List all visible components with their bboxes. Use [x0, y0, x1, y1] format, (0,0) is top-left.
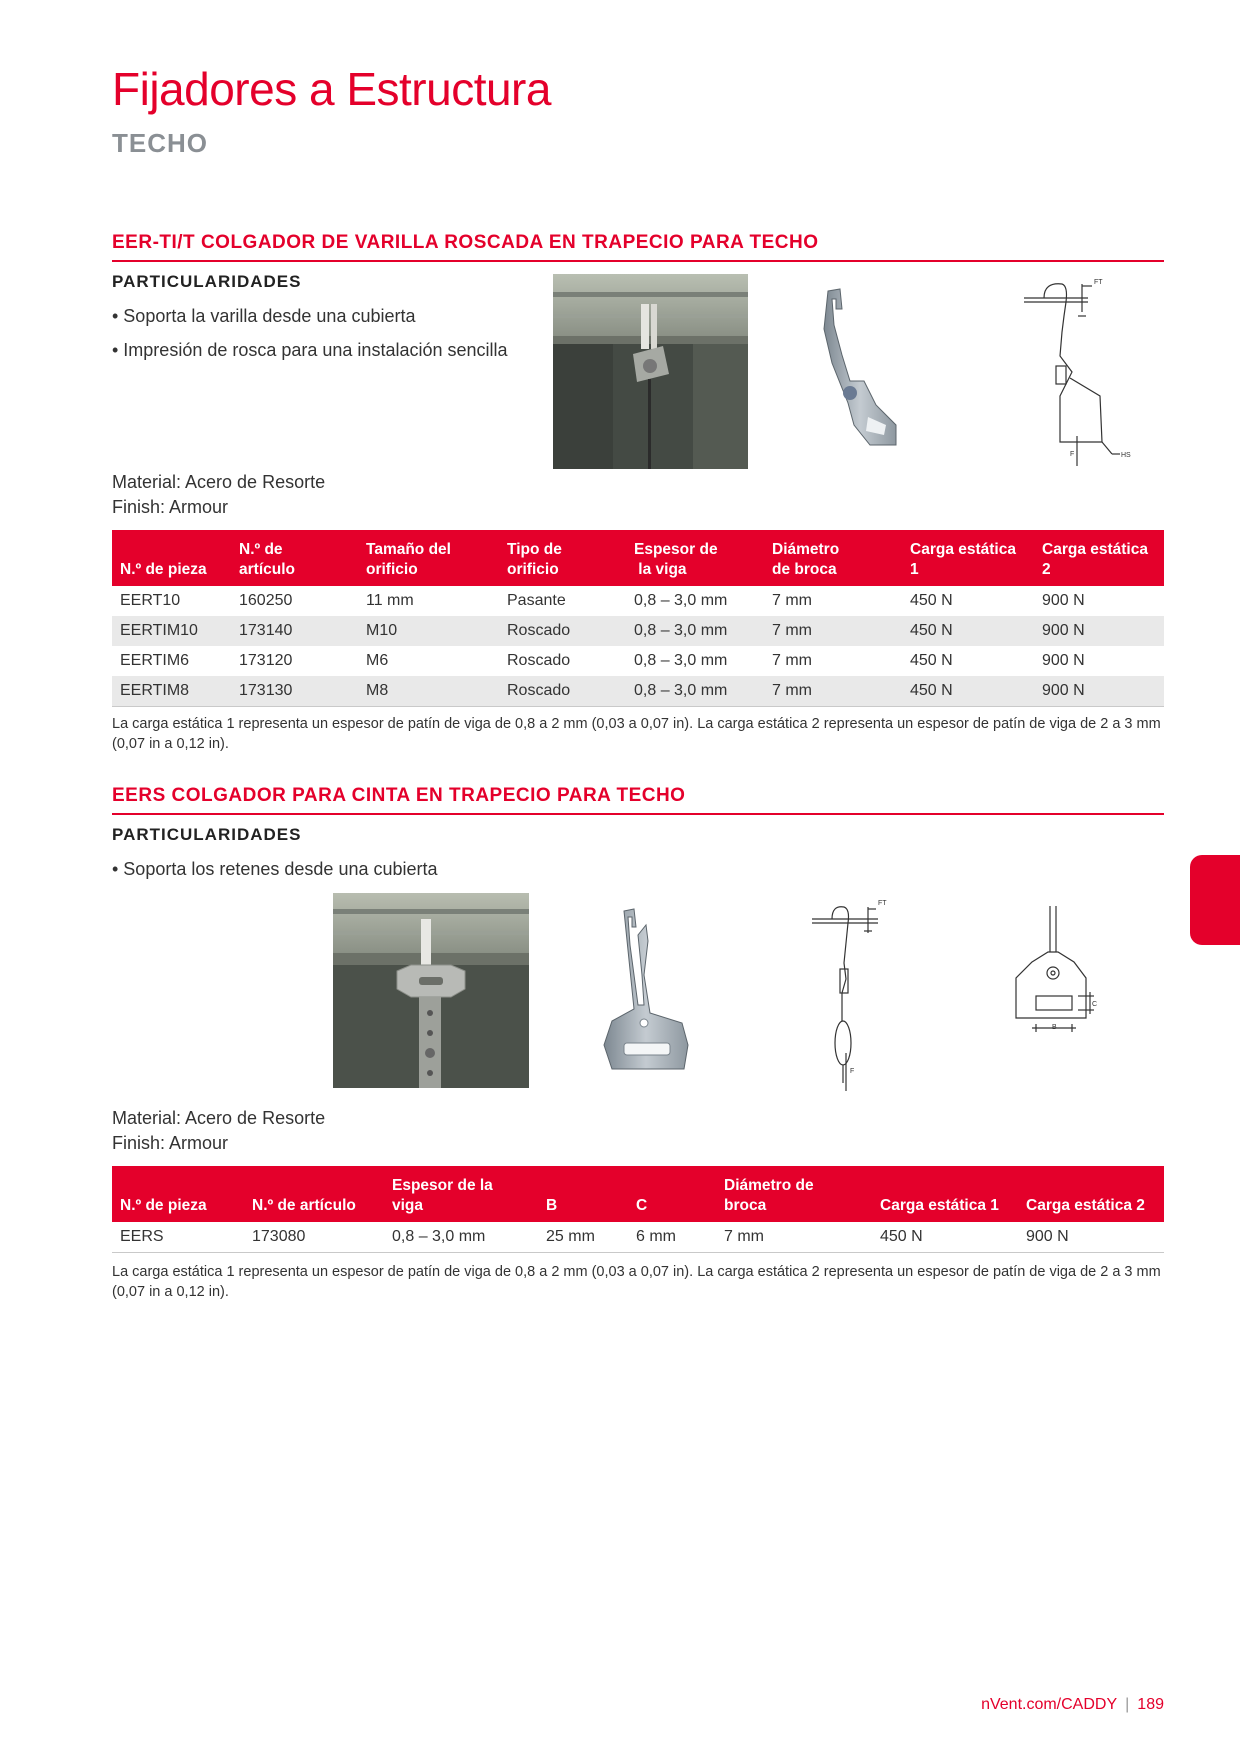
- label-ft: FT: [878, 900, 887, 907]
- col-header: Tamaño del orificio: [358, 530, 499, 586]
- table-header-row: [112, 1166, 1164, 1222]
- cell: EERTIM6: [120, 652, 190, 669]
- product-eer-image: [810, 285, 910, 455]
- cell: 6 mm: [628, 1222, 716, 1253]
- load-note: La carga estática 1 representa un espesor de patín de viga de 0,8 a 2 mm (0,03 a 0,07 in). La carga estática 2 representa un espesor de patín de viga de 2 a 3 mm (0,07 in a 0,12 in).: [112, 716, 1161, 752]
- col-header: Carga estática 1: [902, 530, 1034, 586]
- cell: Roscado: [499, 676, 626, 707]
- cell: 173130: [231, 676, 358, 707]
- table-row: [112, 676, 1164, 707]
- cell: 160250: [239, 592, 293, 609]
- col-header: Diámetro de broca: [764, 530, 902, 586]
- cell: EERS: [112, 1222, 244, 1253]
- label-b: B: [1052, 1024, 1057, 1031]
- material-text: Material: Acero de Resorte: [112, 472, 326, 492]
- cell: 450 N: [872, 1222, 1018, 1253]
- cell: 173140: [231, 616, 358, 646]
- cell: EERTIM10: [112, 616, 231, 646]
- col-header: B: [538, 1166, 628, 1222]
- section-title-eer: EER-TI/T COLGADOR DE VARILLA ROSCADA EN TRAPECIO PARA TECHO: [112, 232, 1164, 262]
- label-ft: FT: [1094, 279, 1103, 286]
- cell: 173080: [244, 1222, 384, 1253]
- table-row: [112, 616, 1164, 646]
- cell: Roscado: [499, 616, 626, 646]
- col-header: N.º de artículo: [231, 530, 358, 586]
- cell: EERTIM8: [112, 676, 231, 707]
- table-row: [112, 1222, 1164, 1253]
- features-heading: PARTICULARIDADES: [112, 272, 302, 291]
- cell: M6: [366, 652, 389, 669]
- label-hs: HS: [1121, 452, 1131, 459]
- col-header: Carga estática 2: [1018, 1166, 1164, 1222]
- cell: 7 mm: [772, 652, 812, 669]
- cell: 450 N: [910, 652, 953, 669]
- cell: 900 N: [1034, 676, 1164, 707]
- cell: 0,8 – 3,0 mm: [626, 676, 764, 707]
- cell: 450 N: [902, 676, 1034, 707]
- material-text: Material: Acero de Resorte: [112, 1108, 326, 1128]
- table-row: [112, 646, 1164, 676]
- col-header: Espesor de la viga: [626, 530, 764, 586]
- page-title: Fijadores a Estructura: [112, 63, 551, 115]
- spec-table-eers: [112, 1166, 1164, 1253]
- table-header-row: [112, 530, 1164, 586]
- page-number: 189: [1137, 1696, 1164, 1713]
- footer-site-link[interactable]: nVent.com/CADDY: [981, 1696, 1118, 1713]
- col-header: Diámetro de broca: [716, 1166, 872, 1222]
- cell: 0,8 – 3,0 mm: [384, 1222, 538, 1253]
- col-header: N.º de pieza: [112, 530, 231, 586]
- chapter-tab: [1190, 855, 1240, 945]
- cell: 450 N: [902, 616, 1034, 646]
- cell: 900 N: [1034, 616, 1164, 646]
- finish-text: Finish: Armour: [112, 497, 229, 517]
- col-header: Carga estática 1: [872, 1166, 1018, 1222]
- cell: 900 N: [1018, 1222, 1164, 1253]
- technical-drawing-eers-front: [1010, 906, 1130, 1036]
- cell: M8: [358, 676, 499, 707]
- cell: 7 mm: [716, 1222, 872, 1253]
- cell: Roscado: [507, 652, 571, 669]
- technical-drawing-eers-side: [808, 893, 918, 1093]
- footer: [981, 1696, 1164, 1714]
- technical-drawing-eer: [1020, 276, 1150, 466]
- col-header: C: [628, 1166, 716, 1222]
- feature-bullet: • Soporta los retenes desde una cubierta: [112, 859, 438, 879]
- feature-bullet: • Soporta la varilla desde una cubierta: [112, 306, 416, 326]
- cell: 0,8 – 3,0 mm: [634, 592, 728, 609]
- cell: 900 N: [1042, 652, 1085, 669]
- cell: 11 mm: [366, 592, 414, 609]
- installation-photo: [553, 274, 748, 469]
- cell: 25 mm: [538, 1222, 628, 1253]
- col-header: Tipo de orificio: [499, 530, 626, 586]
- page-subtitle: TECHO: [112, 128, 208, 158]
- product-eers-image: [598, 905, 698, 1077]
- label-c: C: [1092, 1001, 1098, 1008]
- cell: EERT10: [120, 592, 181, 609]
- footer-separator: |: [1125, 1696, 1130, 1713]
- col-header: N.º de artículo: [244, 1166, 384, 1222]
- load-note: La carga estática 1 representa un espesor de patín de viga de 0,8 a 2 mm (0,03 a 0,07 in). La carga estática 2 representa un espesor de patín de viga de 2 a 3 mm (0,07 in a 0,12 in).: [112, 1264, 1161, 1300]
- col-header: Carga estática 2: [1034, 530, 1164, 586]
- cell: 450 N: [910, 592, 953, 609]
- label-f: F: [1070, 451, 1075, 458]
- spec-table-eer: [112, 530, 1164, 707]
- col-header: N.º de pieza: [112, 1166, 244, 1222]
- installation-photo: [333, 893, 529, 1088]
- cell: 7 mm: [764, 616, 902, 646]
- cell: 0,8 – 3,0 mm: [626, 616, 764, 646]
- features-heading: PARTICULARIDADES: [112, 825, 302, 844]
- label-f: F: [850, 1068, 855, 1075]
- cell: M10: [358, 616, 499, 646]
- table-row: [112, 586, 1164, 616]
- cell: 7 mm: [772, 592, 812, 609]
- cell: 900 N: [1042, 592, 1085, 609]
- feature-bullet: • Impresión de rosca para una instalación sencilla: [112, 340, 508, 360]
- section-title-eers: EERS COLGADOR PARA CINTA EN TRAPECIO PARA TECHO: [112, 785, 1164, 815]
- cell: 0,8 – 3,0 mm: [634, 652, 728, 669]
- cell: 173120: [239, 652, 293, 669]
- col-header: Espesor de la viga: [384, 1166, 538, 1222]
- finish-text: Finish: Armour: [112, 1133, 229, 1153]
- cell: Pasante: [507, 592, 566, 609]
- cell: 7 mm: [764, 676, 902, 707]
